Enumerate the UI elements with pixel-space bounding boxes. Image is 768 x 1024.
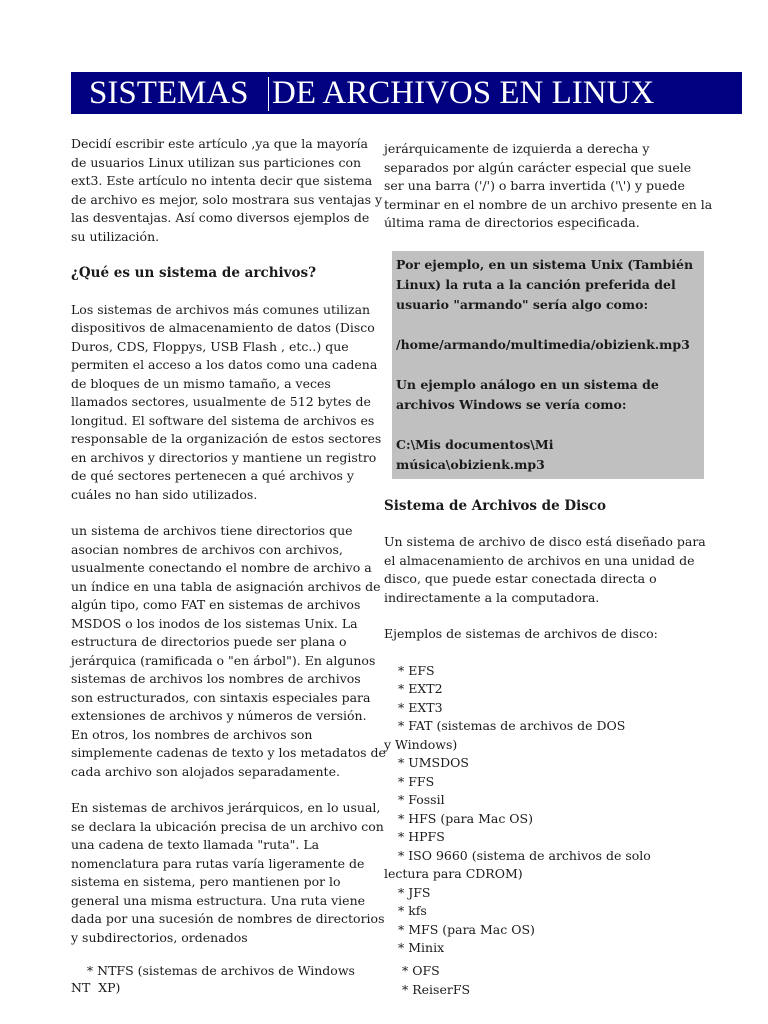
paragraph-paths: En sistemas de archivos jerárquicos, en lo usual, se declara la ubicación precisa de un archivo con una cadena de texto llamada "ruta". La nomenclatura para rutas varía ligeramente de sistema en sistema, pero mantienen por lo general una misma estructura. Una ruta viene dada por una sucesión de nombres de directorios y subdirectorios, ordenados bbox=[71, 800, 385, 945]
paragraph-directories: un sistema de archivos tiene directorios que asocian nombres de archivos con archivos, usualmente conectando el nombre de archivo a un índice en una tabla de asignación archivos de algún tipo, como FAT en sistemas de archivos MSDOS o los inodos de los sistemas Unix. La estructura de directorios puede ser plana o jerárquica (ramificada o "en árbol"). En algunos sistemas de archivos los nombres de archivos son estructurados, con sintaxis especiales para extensiones de archivos y números de versión. En otros, los nombres de archivos son simplemente cadenas de texto y los metadatos de cada archivo son alojados separadamente. bbox=[71, 523, 386, 779]
list-item-continuation: lectura para CDROM) bbox=[384, 866, 523, 881]
example-unix-text: Por ejemplo, en un sistema Unix (También Linux) la ruta a la canción preferida del usuario "armando" sería algo como: bbox=[396, 256, 694, 312]
list-item: * kfs bbox=[398, 903, 427, 918]
list-item-ntfs: * NTFS (sistemas de archivos de Windows NT XP) bbox=[71, 963, 359, 995]
list-item: * JFS bbox=[398, 884, 431, 900]
list-item: * FFS bbox=[398, 773, 435, 789]
list-item-continuation: y Windows) bbox=[384, 736, 458, 752]
list-item: * HFS (para Mac OS) bbox=[398, 810, 533, 826]
title-divider bbox=[268, 77, 269, 111]
example-windows-text: Un ejemplo análogo en un sistema de archivos Windows se vería como: bbox=[396, 376, 659, 412]
title-part-2: DE ARCHIVOS EN LINUX bbox=[272, 75, 655, 111]
title-part-1: SISTEMAS bbox=[89, 75, 249, 111]
left-column bbox=[71, 135, 386, 965]
filesystem-list-tail bbox=[384, 962, 714, 999]
right-column bbox=[384, 140, 714, 958]
list-item: * EFS bbox=[398, 662, 435, 678]
list-item: * Minix bbox=[398, 940, 445, 955]
list-item: * ReiserFS bbox=[402, 981, 471, 997]
list-item: * EXT2 bbox=[398, 681, 443, 696]
list-item: * FAT (sistemas de archivos de DOS bbox=[398, 718, 626, 733]
example-box bbox=[392, 251, 704, 479]
filesystem-list bbox=[384, 662, 714, 958]
list-item: * UMSDOS bbox=[398, 755, 469, 770]
list-item: * Fossil bbox=[398, 792, 445, 807]
example-unix-path: /home/armando/multimedia/obizienk.mp3 bbox=[396, 336, 690, 352]
section-heading-what-is: ¿Qué es un sistema de archivos? bbox=[71, 265, 316, 281]
paragraph-storage: Los sistemas de archivos más comunes utilizan dispositivos de almacenamiento de datos (Disco Duros, CDS, Floppys, USB Flash , etc..) que permiten el acceso a los datos como una cadena de bloques de un mismo tamaño, a veces llamados sectores, usualmente de 512 bytes de longitud. El software del sistema de archivos es responsable de la organización de estos sectores en archivos y directorios y mantiene un registro de qué sectores pertenecen a qué archivos y cuáles no han sido utilizados. bbox=[71, 301, 382, 502]
list-item: * ISO 9660 (sistema de archivos de solo bbox=[398, 847, 651, 863]
list-item: * OFS bbox=[402, 963, 440, 978]
list-item: * HPFS bbox=[398, 829, 445, 844]
section-heading-disk: Sistema de Archivos de Disco bbox=[384, 497, 607, 514]
intro-paragraph: Decidí escribir este artículo ,ya que la mayoría de usuarios Linux utilizan sus particiones con ext3. Este artículo no intenta decir que sistema de archivo es mejor, solo mostrara sus ventajas y las desventajas. Así como diversos ejemplos de su utilización. bbox=[71, 136, 383, 244]
list-item: * MFS (para Mac OS) bbox=[398, 921, 535, 937]
article-title-bar bbox=[71, 72, 742, 114]
example-windows-path: C:\Mis documentos\Mi música\obizienk.mp3 bbox=[396, 436, 554, 472]
paragraph-examples-intro: Ejemplos de sistemas de archivos de disco: bbox=[384, 626, 658, 641]
list-item: * EXT3 bbox=[398, 699, 443, 715]
paragraph-disk: Un sistema de archivo de disco está diseñado para el almacenamiento de archivos en una unidad de disco, que puede estar conectada directa o indirectamente a la computadora. bbox=[384, 534, 706, 605]
paragraph-continuation: jerárquicamente de izquierda a derecha y separados por algún carácter especial que suele ser una barra ('/') o barra invertida ('\') y puede terminar en el nombre de un archivo presente en la última rama de directorios especificada. bbox=[384, 141, 713, 230]
